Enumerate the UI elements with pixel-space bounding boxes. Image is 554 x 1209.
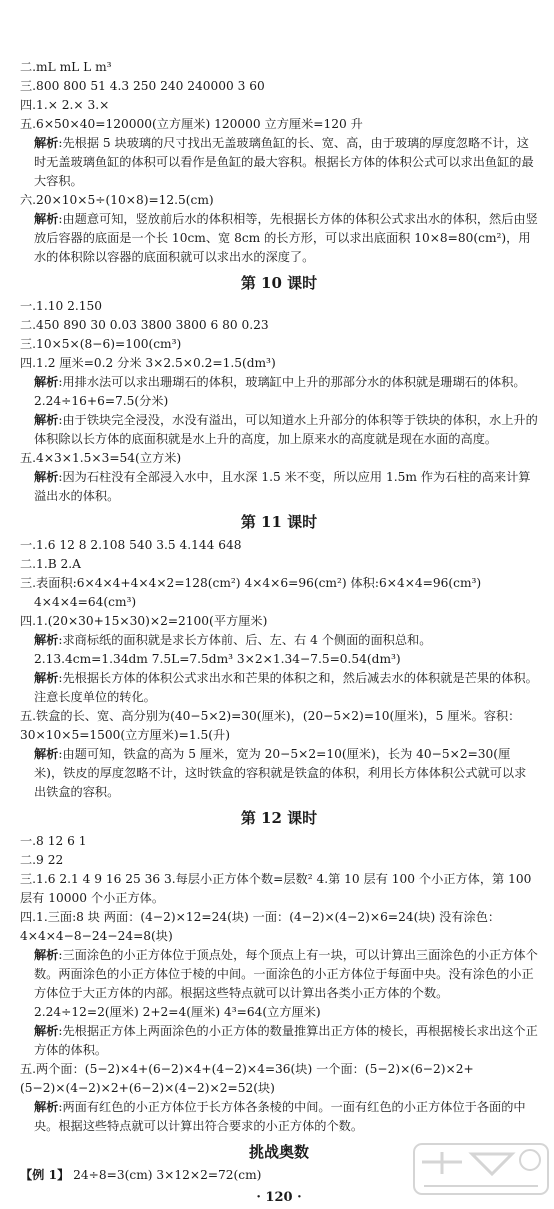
explanation-label: 解析 xyxy=(34,948,59,962)
answer-line: 三.10×5×(8−6)=100(cm³) xyxy=(20,337,182,351)
answer-line: 二.mL mL L m³ xyxy=(20,60,112,74)
answer-line: 2.24÷16+6=7.5(分米) xyxy=(34,394,169,408)
section-title-lesson-12: 第 12 课时 xyxy=(240,809,318,827)
answer-line: 四.1.× 2.× 3.× xyxy=(20,98,110,112)
section-title-lesson-10: 第 10 课时 xyxy=(240,274,318,292)
answer-line: 一.1.6 12 8 2.108 540 3.5 4.144 648 xyxy=(20,538,242,552)
explanation xyxy=(20,134,538,191)
answer-line: 四.1.三面:8 块 两面：(4−2)×12=24(块) 一面：(4−2)×(4−2)×6=24(块) 没有涂色：4×4×4−8−24−24=8(块) xyxy=(20,910,501,943)
explanation-text: :先根据 5 块玻璃的尺寸找出无盖玻璃鱼缸的长、宽、高，由于玻璃的厚度忽略不计，这时无盖玻璃鱼缸的体积可以看作是鱼缸的最大容积。根据长方体的体积公式可以求出鱼缸的最大容积。 xyxy=(34,136,534,188)
explanation-label: 解析 xyxy=(34,413,59,427)
explanation xyxy=(20,631,538,650)
explanation-text: :先根据长方体的体积公式求出水和芒果的体积之和，然后减去水的体积就是芒果的体积。注意长度单位的转化。 xyxy=(34,671,538,704)
explanation-label: 解析 xyxy=(34,375,59,389)
answer-line: 五.6×50×40=120000(立方厘米) 120000 立方厘米=120 升 xyxy=(20,117,363,131)
explanation-text: :两面有红色的小正方体位于长方体各条棱的中间。一面有红色的小正方体位于各面的中央。根据这些特点就可以计算出符合要求的小正方体的个数。 xyxy=(34,1100,526,1133)
answer-line: 二.1.B 2.A xyxy=(20,557,81,571)
explanation-label: 解析 xyxy=(34,633,59,647)
section-title-lesson-11: 第 11 课时 xyxy=(240,513,318,531)
explanation xyxy=(20,669,538,707)
explanation-text: :因为石柱没有全部浸入水中，且水深 1.5 米不变，所以应用 1.5m 作为石柱的高来计算溢出水的体积。 xyxy=(34,470,531,503)
explanation-label: 解析 xyxy=(34,136,59,150)
explanation-text: :求商标纸的面积就是求长方体前、后、左、右 4 个侧面的面积总和。 xyxy=(58,633,432,647)
explanation xyxy=(20,210,538,267)
answer-line: 三.800 800 51 4.3 250 240 240000 3 60 xyxy=(20,79,265,93)
answer-line: 三.1.6 2.1 4 9 16 25 36 3.每层小正方体个数=层数² 4.第 10 层有 100 个小正方体，第 100 层有 10000 个小正方体。 xyxy=(20,872,532,905)
explanation-text: :由题意可知，竖放前后水的体积相等，先根据长方体的体积公式求出水的体积，然后由竖放后容器的底面是一个长 10cm、宽 8cm 的长方形，可以求出底面积 10×8=80(cm²)，用水的体积除以容器的底面积就可以求出水的深度了。 xyxy=(34,212,538,264)
answer-line: 五.铁盒的长、宽、高分别为(40−5×2)=30(厘米)，(20−5×2)=10(厘米)，5 厘米。容积：30×10×5=1500(立方厘米)=1.5(升) xyxy=(20,709,521,742)
explanation xyxy=(20,373,538,392)
explanation-text: :三面涂色的小正方体位于顶点处，每个顶点上有一块，可以计算出三面涂色的小正方体个数。两面涂色的小正方体位于棱的中间。一面涂色的小正方体位于每面中央。没有涂色的小正方体位于大正方体的内部。根据这些特点就可以计算出各类小正方体的个数。 xyxy=(34,948,538,1000)
answer-line: 二.9 22 xyxy=(20,853,64,867)
explanation-label: 解析 xyxy=(34,212,59,226)
explanation-text: :由于铁块完全浸没，水没有溢出，可以知道水上升部分的体积等于铁块的体积，水上升的体积除以长方体的底面积就是水上升的高度，加上原来水的高度就是现在水面的高度。 xyxy=(34,413,538,446)
explanation xyxy=(20,1022,538,1060)
explanation-label: 解析 xyxy=(34,747,59,761)
explanation-text: :先根据正方体上两面涂色的小正方体的数量推算出正方体的棱长，再根据棱长求出这个正方体的体积。 xyxy=(34,1024,538,1057)
page-number: · 120 · xyxy=(256,1190,302,1205)
answer-line: 四.1.2 厘米=0.2 分米 3×2.5×0.2=1.5(dm³) xyxy=(20,356,276,370)
explanation xyxy=(20,946,538,1003)
answer-line: 2.24÷12=2(厘米) 2+2=4(厘米) 4³=64(立方厘米) xyxy=(34,1005,321,1019)
explanation-text: :用排水法可以求出珊瑚石的体积，玻璃缸中上升的那部分水的体积就是珊瑚石的体积。 xyxy=(58,375,526,389)
explanation-text: :由题可知，铁盒的高为 5 厘米，宽为 20−5×2=10(厘米)，长为 40−5×2=30(厘米)，铁皮的厚度忽略不计，这时铁盒的容积就是铁盒的体积，利用长方体体积公式就可以求出铁盒的容积。 xyxy=(34,747,527,799)
example-text: 24÷8=3(cm) 3×12×2=72(cm) xyxy=(69,1168,262,1182)
answer-line: 4×4×4=64(cm³) xyxy=(34,595,137,609)
explanation xyxy=(20,1098,538,1136)
answer-line: 二.450 890 30 0.03 3800 3800 6 80 0.23 xyxy=(20,318,269,332)
answer-line: 2.13.4cm=1.34dm 7.5L=7.5dm³ 3×2×1.34−7.5=0.54(dm³) xyxy=(34,652,401,666)
answer-page xyxy=(20,58,538,1209)
answer-line: 六.20×10×5÷(10×8)=12.5(cm) xyxy=(20,193,214,207)
explanation-label: 解析 xyxy=(34,1024,59,1038)
section-title-challenge: 挑战奥数 xyxy=(248,1143,309,1161)
explanation-label: 解析 xyxy=(34,1100,59,1114)
answer-line: 五.两个面：(5−2)×4+(6−2)×4+(4−2)×4=36(块) 一个面：(5−2)×(6−2)×2+(5−2)×(4−2)×2+(6−2)×(4−2)×2=52(块) xyxy=(20,1062,474,1095)
answer-line: 一.8 12 6 1 xyxy=(20,834,87,848)
answer-line: 三.表面积:6×4×4+4×4×2=128(cm²) 4×4×6=96(cm²) 体积:6×4×4=96(cm³) xyxy=(20,576,482,590)
explanation xyxy=(20,468,538,506)
answer-line: 四.1.(20×30+15×30)×2=2100(平方厘米) xyxy=(20,614,268,628)
explanation-label: 解析 xyxy=(34,470,59,484)
watermark-logo-icon xyxy=(412,1142,550,1196)
example-label: 【例 1】 xyxy=(20,1168,70,1182)
answer-line: 一.1.10 2.150 xyxy=(20,299,102,313)
explanation xyxy=(20,745,538,802)
explanation xyxy=(20,411,538,449)
answer-line: 五.4×3×1.5×3=54(立方米) xyxy=(20,451,182,465)
explanation-label: 解析 xyxy=(34,671,59,685)
